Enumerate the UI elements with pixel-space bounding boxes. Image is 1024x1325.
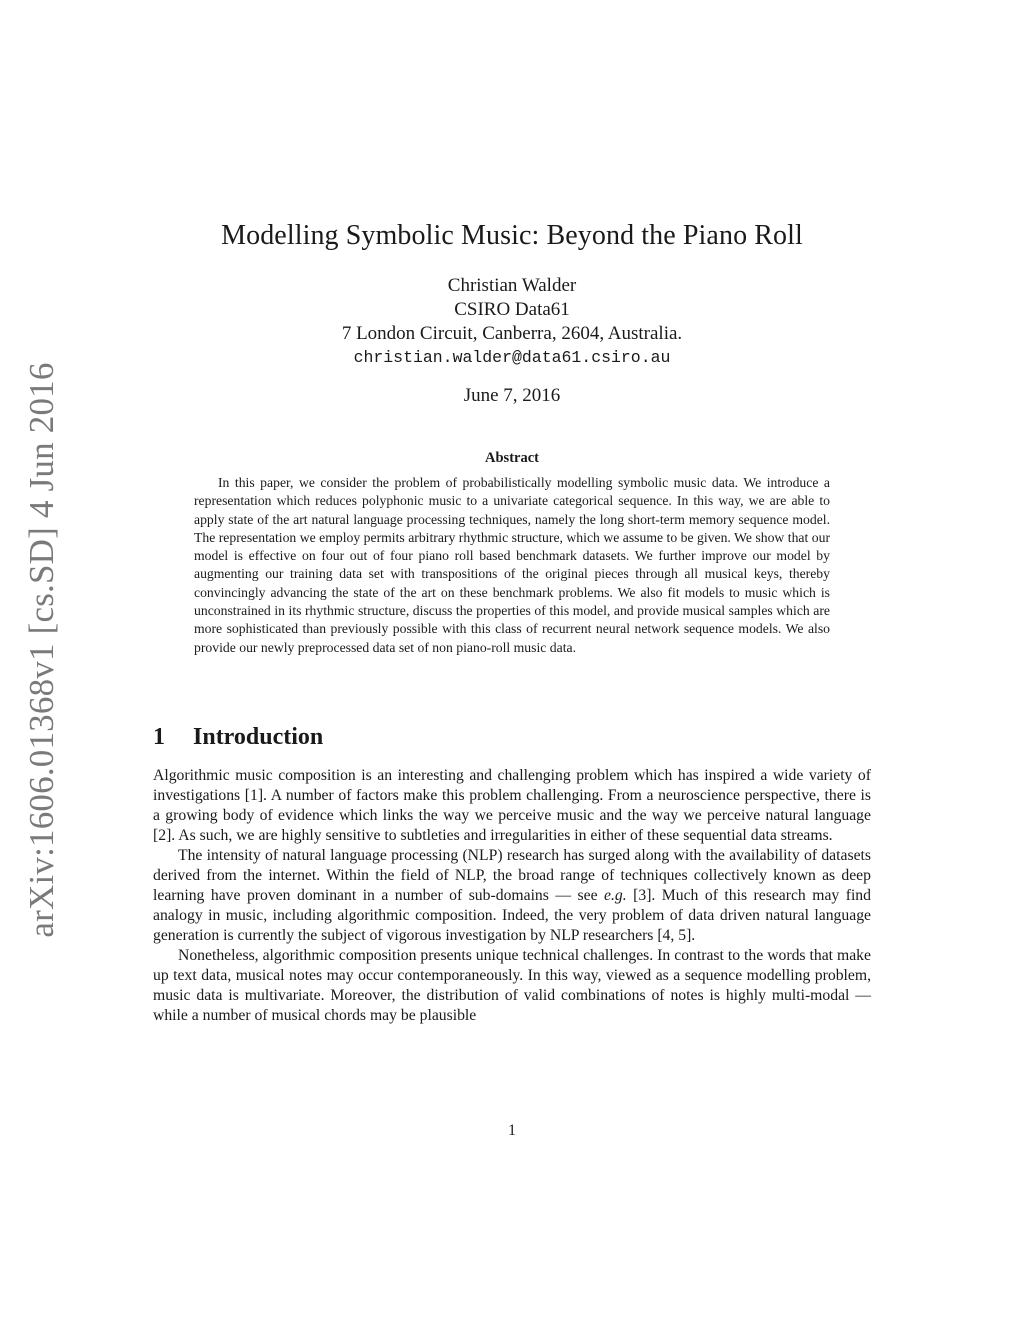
author-affiliation: CSIRO Data61 [454,299,570,320]
section-number: 1 [153,724,165,750]
paragraph [153,846,871,946]
section-heading-introduction [153,724,323,751]
paragraph: Algorithmic music composition is an interesting and challenging problem which has inspired a wide variety of investigations [1]. A number of factors make this problem challenging. From a neuroscience perspective, there is a growing body of evidence which links the way we perceive music and the way we perceive natural language [2]. As such, we are highly sensitive to subtleties and irregularities in either of these sequential data streams. [153,767,871,844]
introduction-body [153,766,871,1026]
paper-title: Modelling Symbolic Music: Beyond the Piano Roll [221,220,803,251]
author-name: Christian Walder [447,275,577,296]
abstract-heading: Abstract [485,450,539,466]
paragraph: Nonetheless, algorithmic composition presents unique technical challenges. In contrast to the words that make up text data, musical notes may occur contemporaneously. In this way, viewed as a sequence modelling problem, music data is multivariate. Moreover, the distribution of valid combinations of notes is highly multi-modal — while a number of musical chords may be plausible [153,947,871,1024]
paragraph-text: The intensity of natural language processing (NLP) research has surged along with the availability of datasets derived from the internet. Within the field of NLP, the broad range of techniques collectively known as deep learning have proven dominant in a number of sub-domains — see [153,847,871,904]
paragraph-text: [3]. Much of this research may find analogy in music, including algorithmic composition. Indeed, the very problem of data driven natural language generation is currently the subject of vigorous investigation by NLP researchers [4, 5]. [153,887,871,944]
author-address: 7 London Circuit, Canberra, 2604, Australia. [341,323,683,344]
paper-date: June 7, 2016 [463,385,561,406]
page-number: 1 [508,1122,516,1139]
author-block [153,274,871,370]
author-email: christian.walder@data61.csiro.au [353,348,671,367]
abstract-text: In this paper, we consider the problem of probabilistically modelling symbolic music data. We introduce a representation which reduces polyphonic music to a univariate categorical sequence. In this way, we are able to apply state of the art natural language processing techniques, namely the long short-term memory sequence model. The representation we employ permits arbitrary rhythmic structure, which we assume to be given. We show that our model is effective on four out of four piano roll based benchmark datasets. We further improve our model by augmenting our training data set with transpositions of the original pieces through all musical keys, thereby convincingly advancing the state of the art on these benchmark problems. We also fit models to music which is unconstrained in its rhythmic structure, discuss the properties of this model, and provide musical samples which are more sophisticated than previously possible with this class of recurrent neural network sequence models. We also provide our newly preprocessed data set of non piano-roll music data. [194,475,830,655]
paragraph-emphasis: e.g. [604,887,627,904]
arxiv-identifier-stamp: arXiv:1606.01368v1 [cs.SD] 4 Jun 2016 [22,362,61,938]
section-title: Introduction [193,724,324,750]
